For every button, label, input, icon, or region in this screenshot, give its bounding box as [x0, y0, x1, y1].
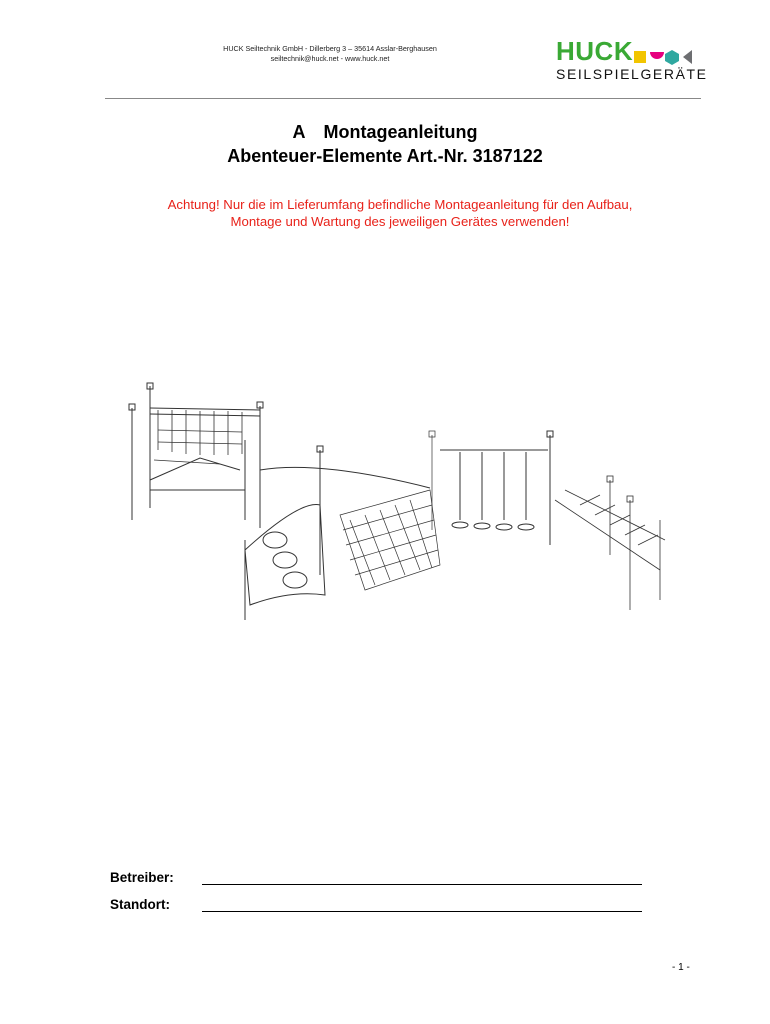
- operator-line[interactable]: [202, 884, 642, 885]
- operator-field: [110, 870, 202, 885]
- warning-notice: [100, 196, 700, 230]
- stepping-discs: [440, 431, 553, 545]
- operator-label: Betreiber:: [110, 870, 174, 885]
- warning-line-2: Montage und Wartung des jeweiligen Gerätes verwenden!: [230, 214, 570, 229]
- title-subheading: Abenteuer-Elemente Art.-Nr. 3187122: [227, 146, 543, 166]
- location-label: Standort:: [110, 897, 170, 912]
- address-line-2: seiltechnik@huck.net - www.huck.net: [270, 54, 390, 63]
- huck-logo: [556, 36, 706, 88]
- location-line[interactable]: [202, 911, 642, 912]
- left-climbing-structure: [129, 383, 430, 528]
- warning-line-1: Achtung! Nur die im Lieferumfang befindliche Montageanleitung für den Aufbau,: [167, 197, 633, 212]
- address-line-1: HUCK Seiltechnik GmbH - Dillerberg 3 – 35614 Asslar-Berghausen: [223, 44, 437, 53]
- page-number: - 1 -: [672, 962, 690, 973]
- rope-ladder: [555, 476, 665, 610]
- location-field: [110, 897, 202, 912]
- ring-tunnel: [245, 446, 325, 620]
- header-divider: [105, 98, 701, 99]
- title-heading: Montageanleitung: [323, 122, 478, 142]
- title-letter: A: [292, 122, 306, 142]
- playground-illustration: [110, 380, 680, 630]
- company-address: [180, 44, 480, 64]
- document-title: [0, 120, 770, 168]
- logo-subtitle: SEILSPIELGERÄTE: [556, 66, 708, 82]
- logo-brand: HUCK: [556, 36, 634, 66]
- net-bridge: [340, 431, 440, 590]
- logo-shapes-icon: [634, 46, 694, 68]
